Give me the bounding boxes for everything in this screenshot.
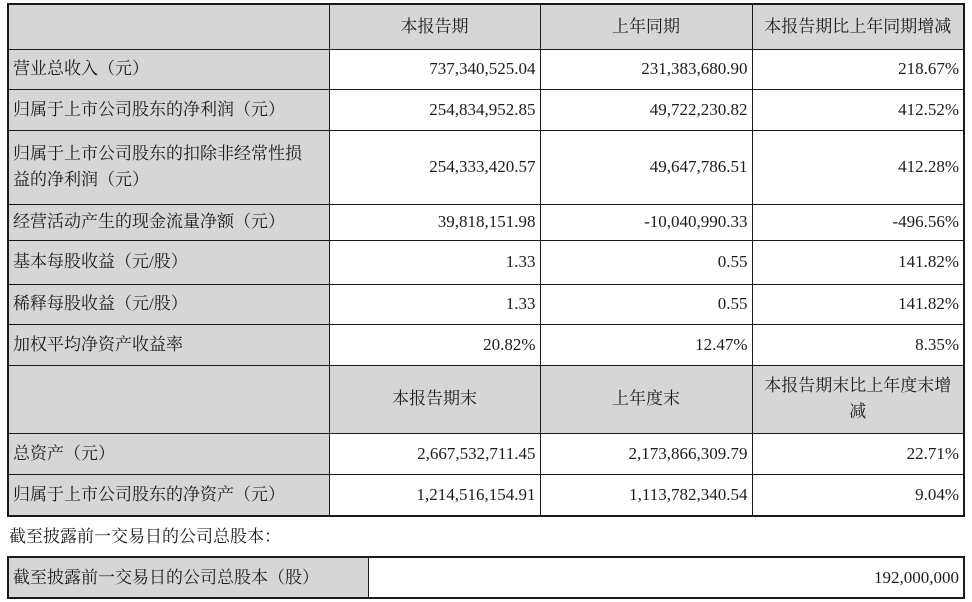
change-value: 218.67%	[752, 49, 964, 89]
table-row	[8, 324, 964, 365]
current-period-value: 1.33	[329, 284, 540, 324]
prior-period-value: 0.55	[540, 284, 752, 324]
table-row	[8, 89, 964, 130]
change-value: 22.71%	[752, 433, 964, 474]
period-end-header-row	[8, 365, 964, 433]
col-header-prior-period: 上年同期	[540, 4, 752, 49]
change-value: 9.04%	[752, 474, 964, 516]
change-value: 412.28%	[752, 130, 964, 204]
share-capital-table	[7, 556, 965, 599]
current-period-value: 254,834,952.85	[329, 89, 540, 130]
current-period-value: 254,333,420.57	[329, 130, 540, 204]
row-label-cell: 经营活动产生的现金流量净额（元）	[8, 204, 329, 240]
col-header-current-period-end: 本报告期末	[329, 365, 540, 433]
change-value: 141.82%	[752, 240, 964, 284]
prior-period-value: 231,383,680.90	[540, 49, 752, 89]
change-value: -496.56%	[752, 204, 964, 240]
share-capital-label-cell: 截至披露前一交易日的公司总股本（股）	[8, 557, 368, 598]
share-capital-note: 截至披露前一交易日的公司总股本：	[9, 527, 281, 546]
change-value: 141.82%	[752, 284, 964, 324]
row-label-cell: 归属于上市公司股东的扣除非经常性损益的净利润（元）	[8, 130, 329, 204]
current-period-value: 1.33	[329, 240, 540, 284]
current-period-value: 737,340,525.04	[329, 49, 540, 89]
col-header-current-period: 本报告期	[329, 4, 540, 49]
table-row	[8, 474, 964, 516]
col-header-prior-year-end: 上年度末	[540, 365, 752, 433]
row-label-cell: 加权平均净资产收益率	[8, 324, 329, 365]
table-row	[8, 240, 964, 284]
row-label-cell: 归属于上市公司股东的净利润（元）	[8, 89, 329, 130]
prior-period-value: 49,722,230.82	[540, 89, 752, 130]
table-row	[8, 49, 964, 89]
current-period-end-value: 2,667,532,711.45	[329, 433, 540, 474]
current-period-end-value: 1,214,516,154.91	[329, 474, 540, 516]
current-period-value: 39,818,151.98	[329, 204, 540, 240]
prior-period-value: 12.47%	[540, 324, 752, 365]
prior-period-value: -10,040,990.33	[540, 204, 752, 240]
row-label-cell: 稀释每股收益（元/股）	[8, 284, 329, 324]
period-header-row	[8, 4, 964, 49]
corner-cell	[8, 4, 329, 49]
col-header-period-change: 本报告期比上年同期增减	[752, 4, 964, 49]
corner-cell	[8, 365, 329, 433]
table-row	[8, 557, 964, 598]
prior-year-end-value: 2,173,866,309.79	[540, 433, 752, 474]
change-value: 8.35%	[752, 324, 964, 365]
current-period-value: 20.82%	[329, 324, 540, 365]
prior-period-value: 0.55	[540, 240, 752, 284]
table-row	[8, 204, 964, 240]
row-label-cell: 归属于上市公司股东的净资产（元）	[8, 474, 329, 516]
change-value: 412.52%	[752, 89, 964, 130]
share-capital-value: 192,000,000	[368, 557, 964, 598]
row-label-cell: 基本每股收益（元/股）	[8, 240, 329, 284]
prior-year-end-value: 1,113,782,340.54	[540, 474, 752, 516]
row-label-cell: 总资产（元）	[8, 433, 329, 474]
col-header-period-end-change: 本报告期末比上年度末增减	[752, 365, 964, 433]
table-row	[8, 433, 964, 474]
table-row	[8, 130, 964, 204]
row-label-cell: 营业总收入（元）	[8, 49, 329, 89]
prior-period-value: 49,647,786.51	[540, 130, 752, 204]
table-row	[8, 284, 964, 324]
key-financials-table	[7, 3, 965, 517]
